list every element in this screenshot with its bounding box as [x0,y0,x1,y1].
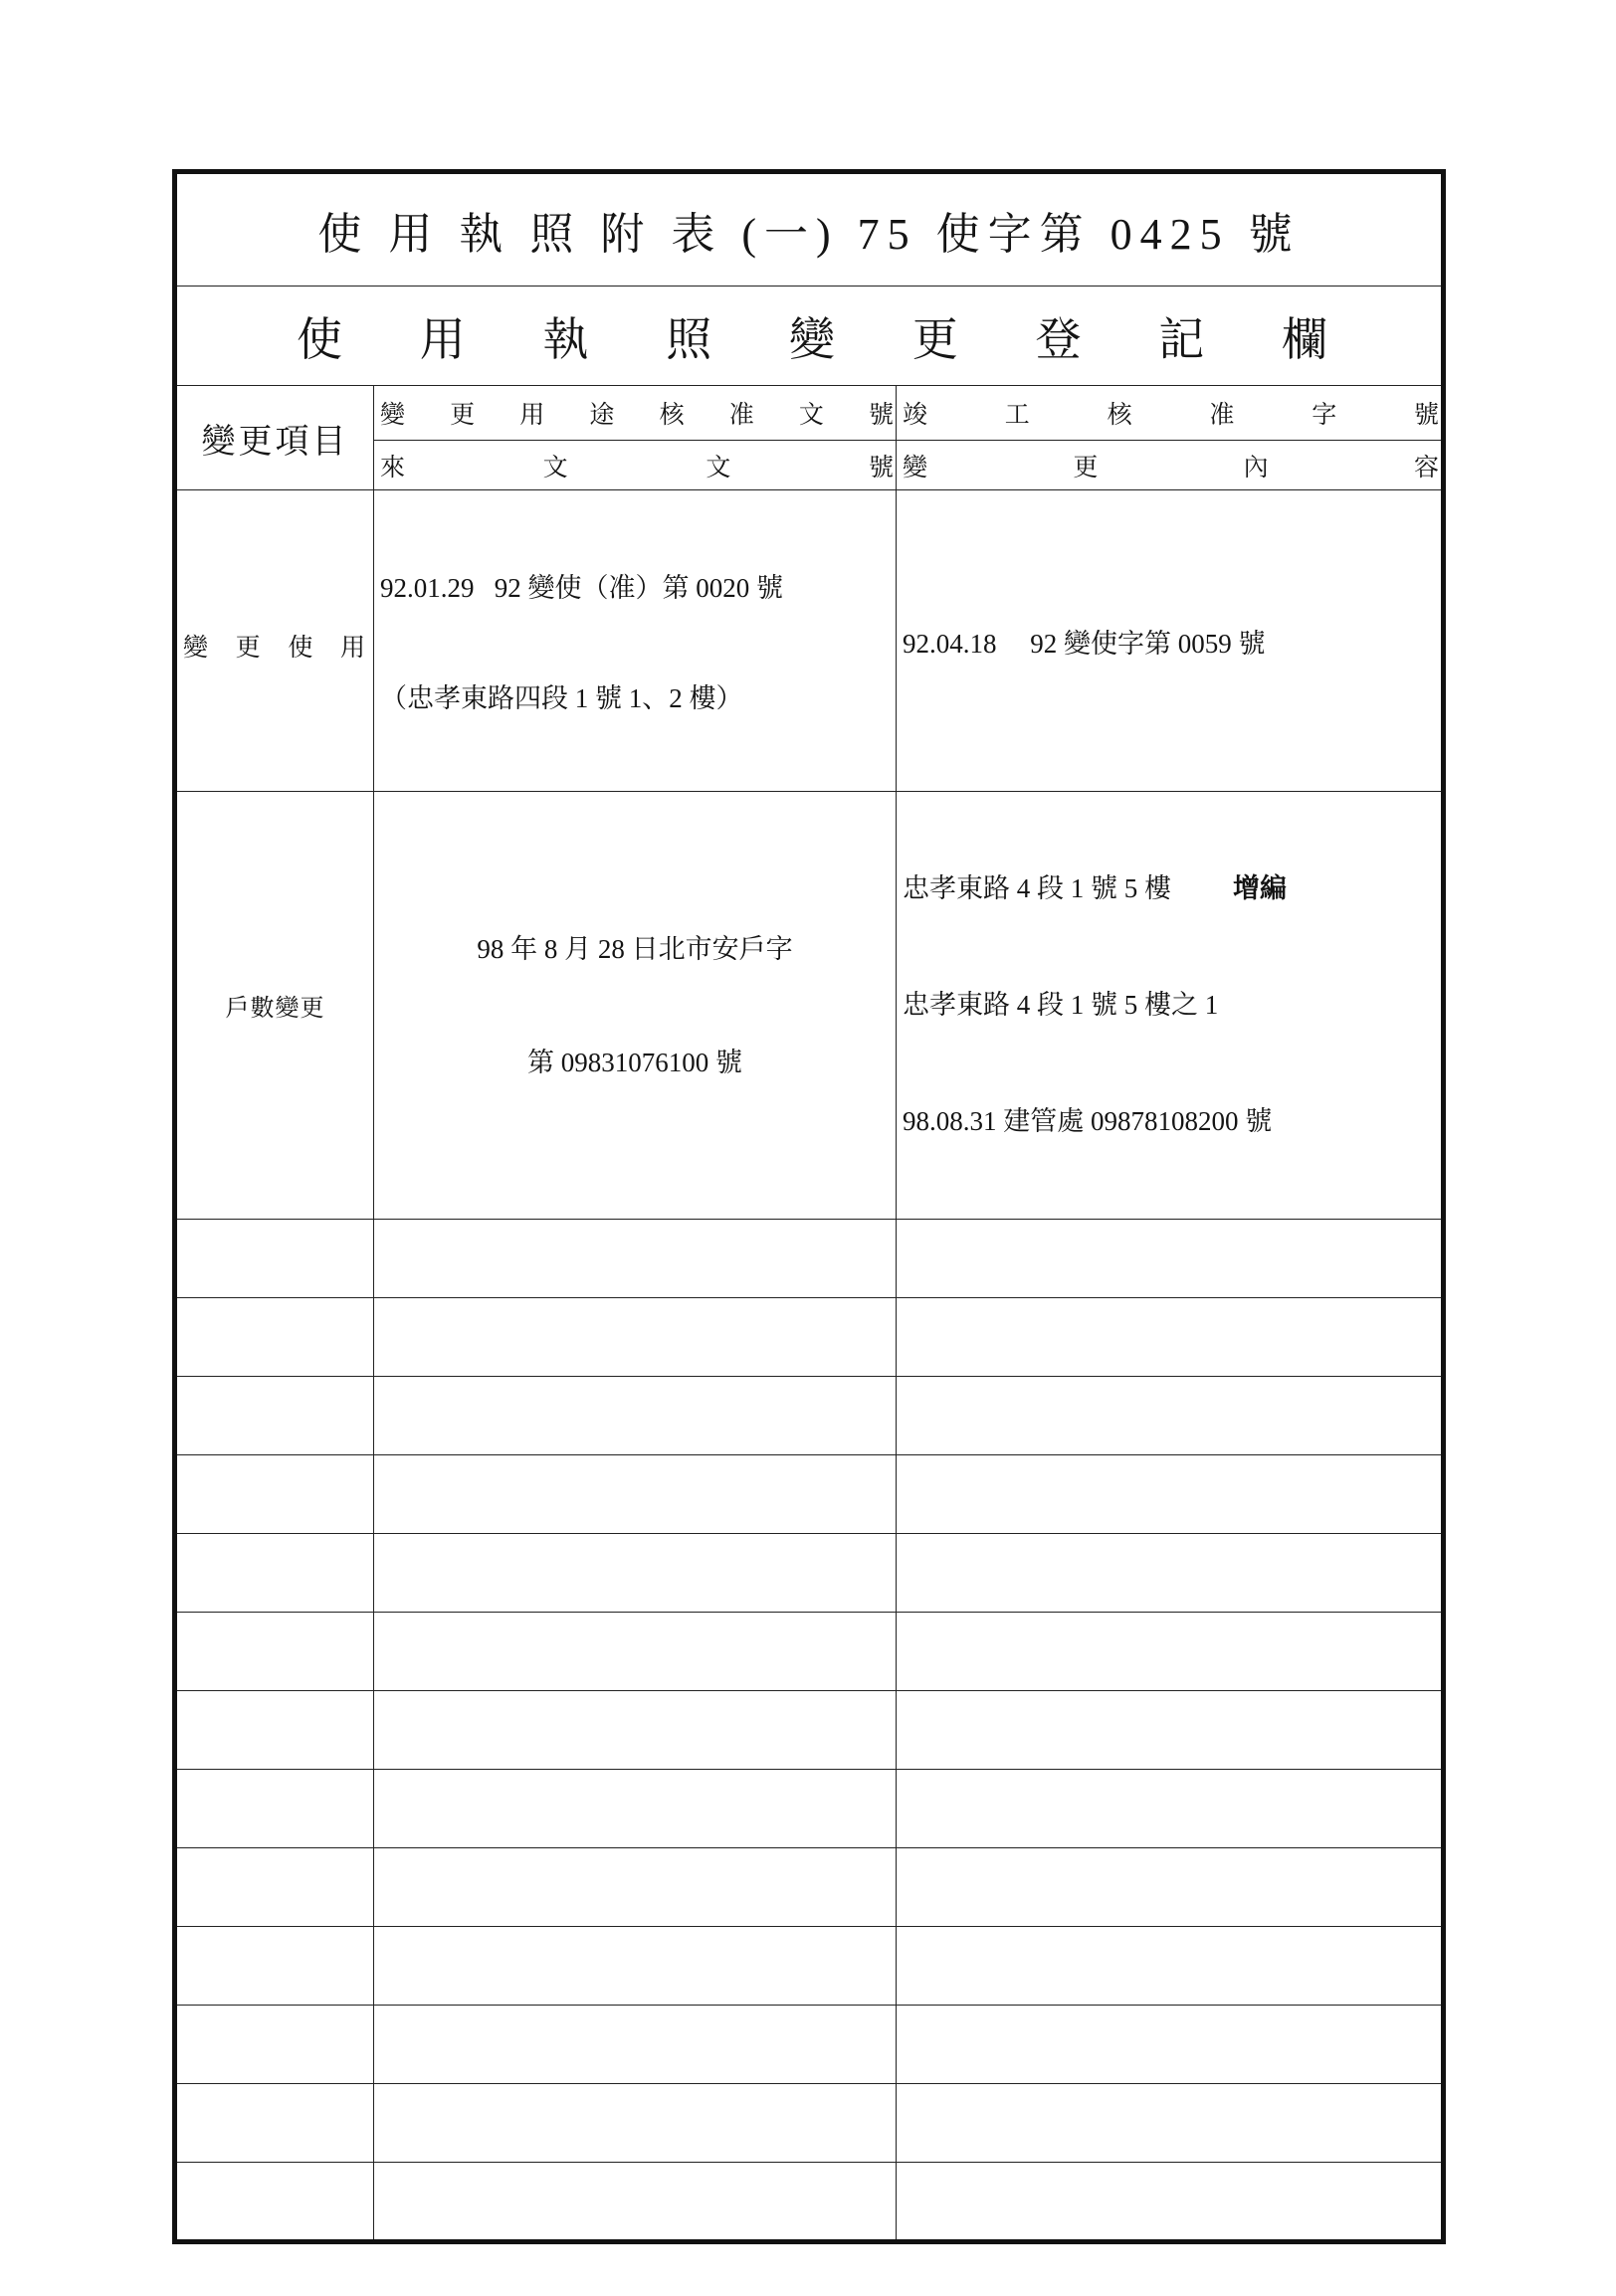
empty-row [175,1927,1444,2006]
record-doc-line: 98 年 8 月 28 日北市安戶字 [477,933,793,964]
empty-cell [374,1613,897,1691]
empty-cell [374,1298,897,1377]
subtitle-cell [175,287,1444,386]
empty-cell [175,1691,374,1770]
spread-char: 來 [380,454,406,481]
spread-char: 工 [1004,402,1030,429]
empty-cell [897,1613,1444,1691]
record-doc-cell [374,490,897,792]
empty-cell [175,1220,374,1298]
empty-cell [175,1455,374,1534]
spread-char: 欄 [1282,313,1327,365]
empty-cell [897,1377,1444,1455]
spread-char: 准 [728,402,754,429]
record-doc-line: （忠孝東路四段 1 號 1、2 樓） [380,683,743,713]
empty-cell [374,1377,897,1455]
spread-char: 號 [868,454,894,481]
spread-char: 途 [589,402,615,429]
spread-char: 用 [519,402,545,429]
record-content-line: 92.04.18 92 變使字第 0059 號 [903,628,1266,659]
spread-char: 變 [903,454,928,481]
record-doc-cell [374,792,897,1220]
record-item-cell [175,490,374,792]
empty-cell [175,1770,374,1848]
header-incoming-no [374,448,896,483]
empty-cell [374,1691,897,1770]
spread-char: 內 [1243,454,1269,481]
empty-cell [175,1377,374,1455]
title-row [175,172,1444,287]
empty-cell [374,1770,897,1848]
empty-row [175,1298,1444,1377]
header-incoming-no-cell [374,441,897,490]
empty-cell [374,1927,897,2006]
record-item: 戶數變更 [175,792,374,1220]
empty-cell [175,2084,374,2163]
spread-char: 變 [183,635,209,662]
record-content-line: 忠孝東路 4 段 1 號 5 樓 [903,873,1171,903]
spread-char: 記 [1158,313,1205,365]
empty-row [175,2163,1444,2242]
empty-row [175,2006,1444,2084]
empty-cell [374,1534,897,1613]
record-content-line: 98.08.31 建管處 09878108200 號 [903,1106,1273,1136]
empty-row [175,1848,1444,1927]
header-completion-no [897,395,1441,431]
record-content-tag: 增編 [1233,873,1287,903]
header-change-content [897,448,1441,483]
header-completion-no-cell [897,386,1444,441]
change-registration-form [172,169,1446,2244]
empty-cell [374,1220,897,1298]
record-doc [374,855,896,1157]
form-subtitle [177,303,1441,369]
spread-char: 更 [450,402,476,429]
table-row [175,792,1444,1220]
spread-char: 更 [911,313,958,365]
empty-cell [374,2084,897,2163]
empty-cell [897,1691,1444,1770]
empty-row [175,1691,1444,1770]
spread-char: 准 [1209,402,1235,429]
spread-char: 核 [659,402,685,429]
empty-cell [175,1298,374,1377]
record-content [897,792,1441,1219]
empty-row [175,2084,1444,2163]
empty-cell [897,2084,1444,2163]
empty-cell [175,2006,374,2084]
empty-row [175,1455,1444,1534]
empty-cell [897,2006,1444,2084]
spread-char: 字 [1312,402,1337,429]
empty-cell [175,1613,374,1691]
header-change-content-cell [897,441,1444,490]
empty-row [175,1613,1444,1691]
spread-char: 容 [1413,454,1439,481]
spread-char: 文 [798,402,824,429]
record-content-line-with-tag [903,869,1435,908]
spread-char: 竣 [903,402,928,429]
spread-char: 照 [666,313,712,365]
record-doc-line: 92.01.29 92 變使（准）第 0020 號 [380,573,783,603]
empty-cell [374,1455,897,1534]
empty-cell [175,1534,374,1613]
header-change-item: 變更項目 [175,386,374,490]
spread-char: 變 [789,313,835,365]
spread-char: 使 [297,313,342,365]
empty-cell [374,1848,897,1927]
empty-cell [897,1770,1444,1848]
spread-char: 文 [706,454,731,481]
spread-char: 更 [235,635,261,662]
spread-char: 用 [339,635,365,662]
empty-cell [897,1534,1444,1613]
record-content-cell [897,490,1444,792]
spread-char: 執 [542,313,589,365]
empty-cell [897,1848,1444,1927]
empty-cell [175,1927,374,2006]
empty-cell [897,1455,1444,1534]
form-title: 使 用 執 照 附 表 (一) 75 使字第 0425 號 [175,172,1444,287]
empty-cell [374,2006,897,2084]
empty-cell [175,1848,374,1927]
empty-cell [897,1220,1444,1298]
record-content-cell [897,792,1444,1220]
record-doc [374,490,896,791]
record-doc-line: 第 09831076100 號 [527,1047,742,1077]
spread-char: 登 [1035,313,1082,365]
spread-char: 變 [380,402,406,429]
empty-cell [897,2163,1444,2242]
spread-char: 核 [1107,402,1132,429]
header-approval-no [374,395,896,431]
spread-char: 更 [1073,454,1099,481]
spread-char: 文 [542,454,568,481]
spread-char: 用 [419,313,466,365]
record-content [897,546,1441,736]
spread-char: 使 [288,635,313,662]
empty-row [175,1377,1444,1455]
empty-row [175,1770,1444,1848]
record-content-line: 忠孝東路 4 段 1 號 5 樓之 1 [903,990,1219,1020]
empty-cell [897,1927,1444,2006]
table-row [175,490,1444,792]
header-row-top [175,386,1444,441]
empty-row [175,1534,1444,1613]
spread-char: 號 [1413,402,1439,429]
record-item [177,618,373,664]
header-approval-no-cell [374,386,897,441]
empty-cell [374,2163,897,2242]
spread-char: 號 [868,402,894,429]
empty-row [175,1220,1444,1298]
empty-cell [175,2163,374,2242]
empty-cell [897,1298,1444,1377]
subtitle-row [175,287,1444,386]
